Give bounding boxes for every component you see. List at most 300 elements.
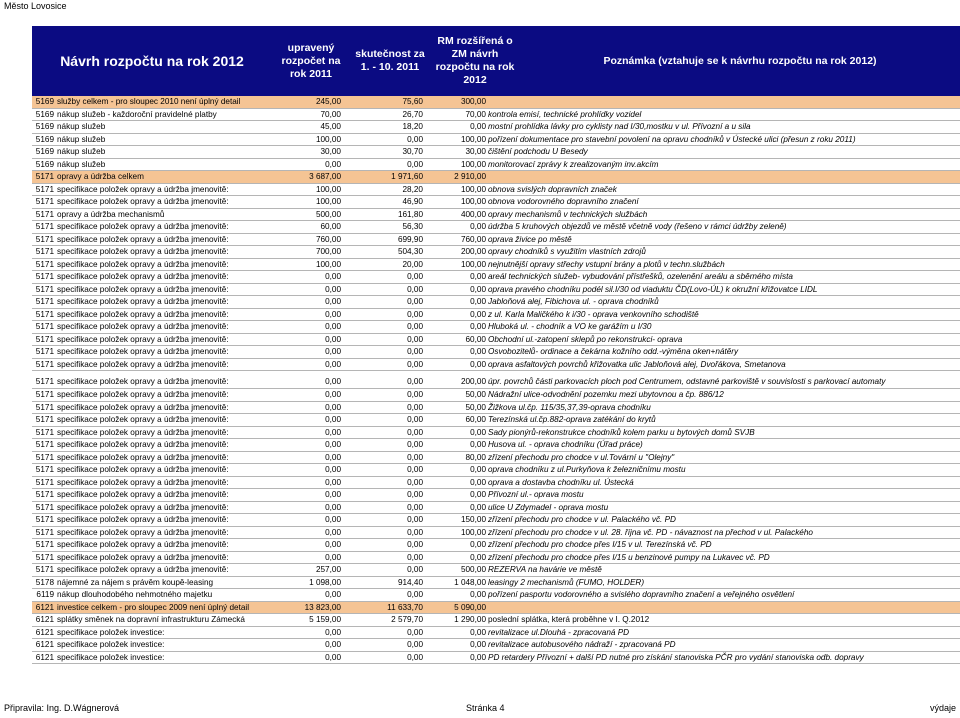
row-proposal-2012: 70,00: [465, 109, 486, 119]
row-actual-2011: 0,00: [407, 652, 423, 662]
table-row: [32, 184, 960, 197]
row-actual-2011: 0,00: [407, 309, 423, 319]
table-row: [32, 196, 960, 209]
row-actual-2011: 504,30: [397, 247, 423, 256]
row-description: specifikace položek opravy a údržba jmenovitě:: [57, 402, 229, 412]
row-code: 5171: [35, 440, 54, 449]
row-proposal-2012: 50,00: [465, 390, 486, 399]
row-proposal-2012: 0,00: [470, 490, 486, 499]
row-proposal-2012: 760,00: [460, 234, 486, 244]
row-budget-2011: 0,00: [325, 415, 341, 424]
row-proposal-2012: 150,00: [460, 515, 486, 524]
row-note: nejnutnější opravy střechy vstupní brány a plotů v techn.službách: [488, 259, 725, 269]
row-note: oprava asfaltových povrchů křižovatka ulic Jabloňová alej, Dvořákova, Smetanova: [488, 359, 786, 369]
row-budget-2011: 0,00: [325, 590, 341, 599]
row-code: 5171: [35, 347, 54, 356]
table-row: [32, 284, 960, 297]
organization-name: Město Lovosice: [4, 1, 67, 11]
row-proposal-2012: 1 290,00: [454, 615, 486, 624]
row-proposal-2012: 100,00: [460, 159, 486, 169]
table-row: [32, 589, 960, 602]
row-actual-2011: 28,20: [402, 184, 423, 194]
row-note: Nádražní ulice-odvodnění pozemku mezi ubytovnou a čp. 886/12: [488, 390, 724, 399]
row-note: mostní prohlídka lávky pro cyklisty nad I/30,mostku v ul. Přívozní a u sila: [488, 122, 751, 131]
row-description: služby celkem - pro sloupec 2010 není úplný detail: [57, 97, 241, 106]
row-code: 5171: [35, 259, 54, 269]
row-budget-2011: 0,00: [325, 640, 341, 649]
row-actual-2011: 0,00: [407, 540, 423, 549]
row-actual-2011: 0,00: [407, 465, 423, 474]
row-budget-2011: 0,00: [325, 515, 341, 524]
row-budget-2011: 13 823,00: [304, 602, 341, 612]
row-proposal-2012: 60,00: [465, 415, 486, 424]
row-actual-2011: 56,30: [402, 222, 423, 231]
row-proposal-2012: 200,00: [460, 247, 486, 256]
table-row: [32, 602, 960, 615]
row-code: 5171: [35, 334, 54, 344]
row-description: specifikace položek investice:: [57, 640, 165, 649]
table-header: [32, 26, 960, 96]
row-proposal-2012: 0,00: [470, 347, 486, 356]
table-row: [32, 652, 960, 665]
row-code: 5169: [35, 109, 54, 119]
row-code: 5171: [35, 515, 54, 524]
row-code: 5171: [35, 272, 54, 281]
row-proposal-2012: 0,00: [470, 297, 486, 306]
row-code: 5171: [35, 377, 54, 386]
row-budget-2011: 60,00: [320, 222, 341, 231]
row-note: revitalizace ul.Dlouhá - zpracovaná PD: [488, 627, 630, 637]
table-row: [32, 502, 960, 515]
row-proposal-2012: 0,00: [470, 540, 486, 549]
row-actual-2011: 0,00: [407, 322, 423, 331]
row-code: 5171: [35, 359, 54, 369]
row-description: nájemné za nájem s právěm koupě-leasing: [57, 577, 214, 587]
row-proposal-2012: 1 048,00: [454, 577, 486, 587]
row-code: 6121: [35, 615, 54, 624]
row-description: specifikace položek opravy a údržba jmenovitě:: [57, 334, 229, 344]
row-actual-2011: 0,00: [407, 627, 423, 637]
row-budget-2011: 0,00: [325, 334, 341, 344]
row-proposal-2012: 0,00: [470, 552, 486, 562]
row-budget-2011: 0,00: [325, 540, 341, 549]
row-budget-2011: 0,00: [325, 377, 341, 386]
row-code: 5171: [35, 540, 54, 549]
row-note: obnova svislých dopravních značek: [488, 184, 617, 194]
row-code: 5171: [35, 527, 54, 537]
row-description: specifikace položek opravy a údržba jmenovitě:: [57, 490, 229, 499]
row-budget-2011: 100,00: [315, 197, 341, 206]
table-row: [32, 221, 960, 234]
row-code: 5171: [35, 209, 54, 219]
row-actual-2011: 0,00: [407, 134, 423, 144]
page-title: Návrh rozpočtu na rok 2012: [60, 53, 244, 69]
row-description: nákup služeb: [57, 122, 106, 131]
row-description: nákup dlouhodobého nehmotného majetku: [57, 590, 213, 599]
table-row: [32, 414, 960, 427]
row-note: Obchodní ul.-zatopení sklepů po rekonstrukci- oprava: [488, 334, 683, 344]
row-code: 5171: [35, 297, 54, 306]
row-code: 5171: [35, 552, 54, 562]
footer-page-number: Stránka 4: [466, 703, 505, 713]
row-budget-2011: 0,00: [325, 527, 341, 537]
row-note: opravy chodníků s využitím vlastních zdrojů: [488, 247, 646, 256]
row-budget-2011: 0,00: [325, 427, 341, 437]
row-budget-2011: 0,00: [325, 502, 341, 512]
row-actual-2011: 0,00: [407, 347, 423, 356]
table-row: [32, 171, 960, 184]
row-budget-2011: 100,00: [315, 184, 341, 194]
row-description: specifikace položek opravy a údržba jmenovitě:: [57, 197, 229, 206]
table-row: [32, 259, 960, 272]
row-description: specifikace položek opravy a údržba jmenovitě:: [57, 427, 229, 437]
row-budget-2011: 0,00: [325, 390, 341, 399]
col-header-proposal-2012: RM rozšířená o ZM návrh rozpočtu na rok 2012: [435, 35, 515, 86]
row-code: 5171: [35, 502, 54, 512]
row-code: 5169: [35, 122, 54, 131]
row-actual-2011: 0,00: [407, 565, 423, 574]
row-code: 5171: [35, 390, 54, 399]
row-budget-2011: 760,00: [315, 234, 341, 244]
row-actual-2011: 30,70: [402, 147, 423, 156]
row-actual-2011: 914,40: [397, 577, 423, 587]
row-code: 5171: [35, 247, 54, 256]
row-code: 5171: [35, 415, 54, 424]
row-code: 5169: [35, 159, 54, 169]
row-code: 6121: [35, 627, 54, 637]
row-note: Jabloňová alej, Fibichova ul. - oprava chodníků: [488, 297, 659, 306]
row-code: 5171: [35, 184, 54, 194]
row-budget-2011: 0,00: [325, 359, 341, 369]
row-code: 5169: [35, 147, 54, 156]
footer-author: Připravila: Ing. D.Wágnerová: [4, 703, 120, 713]
row-note: čištění podchodu U Besedy: [488, 147, 588, 156]
row-budget-2011: 0,00: [325, 440, 341, 449]
row-code: 5171: [35, 490, 54, 499]
row-code: 5171: [35, 465, 54, 474]
row-code: 5171: [35, 172, 54, 181]
row-description: nákup služeb: [57, 134, 106, 144]
row-budget-2011: 500,00: [315, 209, 341, 219]
row-budget-2011: 0,00: [325, 465, 341, 474]
row-note: zřízení přechodu pro chodce v ul. Palackého vč. PD: [488, 515, 676, 524]
row-actual-2011: 0,00: [407, 284, 423, 294]
row-code: 5171: [35, 427, 54, 437]
table-row: [32, 121, 960, 134]
row-note: zřízení přechodu pro chodce v ul. 28. října vč. PD - návaznost na přechod v ul. Palackého: [488, 527, 813, 537]
table-row: [32, 539, 960, 552]
table-row: [32, 464, 960, 477]
table-row: [32, 452, 960, 465]
table-row: [32, 564, 960, 577]
row-note: z ul. Karla Maličkého k i/30 - oprava venkovního schodiště: [488, 309, 699, 319]
row-budget-2011: 0,00: [325, 490, 341, 499]
row-proposal-2012: 500,00: [460, 565, 486, 574]
row-budget-2011: 0,00: [325, 452, 341, 462]
row-actual-2011: 0,00: [407, 427, 423, 437]
row-note: Hluboká ul. - chodník a VO ke garážím u I/30: [488, 322, 652, 331]
row-description: specifikace položek opravy a údržba jmenovitě:: [57, 565, 229, 574]
row-proposal-2012: 0,00: [470, 122, 486, 131]
row-actual-2011: 26,70: [402, 109, 423, 119]
row-description: specifikace položek opravy a údržba jmenovitě:: [57, 377, 229, 386]
row-description: nákup služeb: [57, 147, 106, 156]
row-description: specifikace položek opravy a údržba jmenovitě:: [57, 309, 229, 319]
row-budget-2011: 0,00: [325, 347, 341, 356]
row-code: 5171: [35, 234, 54, 244]
row-actual-2011: 699,90: [397, 234, 423, 244]
row-note: pořízení pasportu vodorovného a svislého dopravního značení a veřejného osvětlení: [488, 590, 795, 599]
row-actual-2011: 0,00: [407, 452, 423, 462]
row-note: revitalizace autobusového nádraží - zpracovaná PD: [488, 640, 676, 649]
row-code: 5171: [35, 222, 54, 231]
row-proposal-2012: 400,00: [460, 209, 486, 219]
table-row: [32, 346, 960, 359]
row-actual-2011: 20,00: [402, 259, 423, 269]
table-row: [32, 321, 960, 334]
row-proposal-2012: 80,00: [465, 452, 486, 462]
row-description: specifikace položek opravy a údržba jmenovitě:: [57, 272, 229, 281]
row-budget-2011: 0,00: [325, 627, 341, 637]
row-proposal-2012: 30,00: [465, 147, 486, 156]
row-budget-2011: 0,00: [325, 159, 341, 169]
row-budget-2011: 257,00: [315, 565, 341, 574]
row-actual-2011: 0,00: [407, 415, 423, 424]
row-note: oprava a dostavba chodníku ul. Ústecká: [488, 477, 634, 487]
row-note: úpr. povrchů části parkovacích ploch pod Centrumem, odstavné parkoviště v souvislosti s parkovací automaty: [488, 377, 886, 386]
row-code: 5171: [35, 402, 54, 412]
row-description: specifikace položek opravy a údržba jmenovitě:: [57, 247, 229, 256]
row-note: monitorovací zprávy k zrealizovaným inv.akcím: [488, 159, 659, 169]
row-description: specifikace položek opravy a údržba jmenovitě:: [57, 284, 229, 294]
col-header-actual-2011: skutečnost za 1. - 10. 2011: [355, 48, 425, 73]
row-actual-2011: 0,00: [407, 527, 423, 537]
row-budget-2011: 0,00: [325, 272, 341, 281]
row-description: specifikace položek opravy a údržba jmenovitě:: [57, 515, 229, 524]
row-actual-2011: 0,00: [407, 552, 423, 562]
row-description: specifikace položek investice:: [57, 652, 165, 662]
row-note: Žižkova ul.čp. 115/35,37,39-oprava chodníku: [488, 402, 651, 412]
row-proposal-2012: 0,00: [470, 284, 486, 294]
row-budget-2011: 45,00: [320, 122, 341, 131]
table-row: [32, 514, 960, 527]
row-description: specifikace položek opravy a údržba jmenovitě:: [57, 540, 229, 549]
row-description: specifikace položek opravy a údržba jmenovitě:: [57, 502, 229, 512]
row-note: zřízení přechodu pro chodce v ul.Tovární u "Olejny": [488, 452, 675, 462]
budget-table-body: [32, 96, 960, 664]
row-budget-2011: 5 159,00: [309, 615, 341, 624]
row-description: opravy a údržba celkem: [57, 172, 144, 181]
row-actual-2011: 2 579,70: [391, 615, 423, 624]
row-description: specifikace položek opravy a údržba jmenovitě:: [57, 297, 229, 306]
row-budget-2011: 100,00: [315, 134, 341, 144]
row-proposal-2012: 60,00: [465, 334, 486, 344]
row-proposal-2012: 0,00: [470, 627, 486, 637]
row-actual-2011: 0,00: [407, 390, 423, 399]
row-code: 6121: [35, 602, 54, 612]
row-note: zřízení přechodu pro chodce přes I/15 v ul. Terezínská vč. PD: [488, 540, 712, 549]
row-proposal-2012: 100,00: [460, 184, 486, 194]
table-row: [32, 577, 960, 590]
row-actual-2011: 1 971,60: [391, 172, 423, 181]
row-description: specifikace položek opravy a údržba jmenovitě:: [57, 322, 229, 331]
row-budget-2011: 3 687,00: [309, 172, 341, 181]
row-description: specifikace položek opravy a údržba jmenovitě:: [57, 527, 229, 537]
row-description: nákup služeb - každoroční pravidelné platby: [57, 109, 217, 119]
row-proposal-2012: 100,00: [460, 527, 486, 537]
row-description: specifikace položek opravy a údržba jmenovitě:: [57, 347, 229, 356]
row-proposal-2012: 200,00: [460, 377, 486, 386]
row-description: specifikace položek opravy a údržba jmenovitě:: [57, 477, 229, 487]
table-row: [32, 334, 960, 347]
row-note: údržba 5 kruhových objezdů ve městě včetně vody (řešeno v rámci údržby zeleně): [488, 222, 787, 231]
row-budget-2011: 700,00: [315, 247, 341, 256]
row-budget-2011: 0,00: [325, 322, 341, 331]
row-proposal-2012: 50,00: [465, 402, 486, 412]
row-actual-2011: 0,00: [407, 502, 423, 512]
row-budget-2011: 70,00: [320, 109, 341, 119]
row-budget-2011: 0,00: [325, 477, 341, 487]
row-description: nákup služeb: [57, 159, 106, 169]
row-note: Sady pionýrů-rekonstrukce chodníků kolem parku u bytových domů SVJB: [488, 427, 755, 437]
row-budget-2011: 0,00: [325, 284, 341, 294]
row-actual-2011: 0,00: [407, 359, 423, 369]
table-row: [32, 96, 960, 109]
row-proposal-2012: 2 910,00: [454, 172, 486, 181]
table-row: [32, 296, 960, 309]
row-code: 5171: [35, 284, 54, 294]
row-description: specifikace položek investice:: [57, 627, 165, 637]
table-row: [32, 489, 960, 502]
row-budget-2011: 100,00: [315, 259, 341, 269]
row-budget-2011: 30,00: [320, 147, 341, 156]
row-actual-2011: 0,00: [407, 297, 423, 306]
row-note: oprava chodníku z ul.Purkyňova k železničnímu mostu: [488, 465, 686, 474]
row-actual-2011: 0,00: [407, 477, 423, 487]
row-description: investice celkem - pro sloupec 2009 není úplný detail: [57, 602, 250, 612]
row-proposal-2012: 0,00: [470, 590, 486, 599]
row-description: specifikace položek opravy a údržba jmenovitě:: [57, 222, 229, 231]
table-row: [32, 402, 960, 415]
row-actual-2011: 0,00: [407, 590, 423, 599]
row-proposal-2012: 0,00: [470, 359, 486, 369]
row-actual-2011: 75,60: [402, 97, 423, 106]
row-budget-2011: 0,00: [325, 309, 341, 319]
table-row: [32, 159, 960, 172]
row-code: 5171: [35, 477, 54, 487]
row-description: specifikace položek opravy a údržba jmenovitě:: [57, 359, 229, 369]
row-note: oprava živice po městě: [488, 234, 572, 244]
row-note: PD retardery Přívozní + další PD nutné pro získání stanoviska PČR pro vydání stanoviska odb. dopravy: [488, 652, 864, 662]
row-proposal-2012: 5 090,00: [454, 602, 486, 612]
row-description: specifikace položek opravy a údržba jmenovitě:: [57, 415, 229, 424]
table-row: [32, 359, 960, 372]
row-budget-2011: 0,00: [325, 402, 341, 412]
row-description: specifikace položek opravy a údržba jmenovitě:: [57, 440, 229, 449]
row-note: opravy mechanismů v technických službách: [488, 209, 648, 219]
row-actual-2011: 0,00: [407, 490, 423, 499]
row-code: 6121: [35, 652, 54, 662]
row-code: 5178: [35, 577, 54, 587]
row-code: 5171: [35, 452, 54, 462]
row-actual-2011: 161,80: [397, 209, 423, 219]
row-note: Přívozní ul.- oprava mostu: [488, 490, 584, 499]
row-actual-2011: 18,20: [402, 122, 423, 131]
row-proposal-2012: 100,00: [460, 259, 486, 269]
row-code: 5171: [35, 197, 54, 206]
row-note: leasingy 2 mechanismů (FUMO, HOLDER): [488, 577, 645, 587]
row-note: REZERVA na havárie ve městě: [488, 565, 602, 574]
row-actual-2011: 0,00: [407, 334, 423, 344]
table-row: [32, 109, 960, 122]
row-proposal-2012: 0,00: [470, 465, 486, 474]
row-actual-2011: 0,00: [407, 377, 423, 386]
row-actual-2011: 0,00: [407, 515, 423, 524]
row-code: 5171: [35, 309, 54, 319]
row-budget-2011: 1 098,00: [309, 577, 341, 587]
row-code: 6121: [35, 640, 54, 649]
row-budget-2011: 245,00: [315, 97, 341, 106]
row-description: specifikace položek opravy a údržba jmenovitě:: [57, 234, 229, 244]
row-proposal-2012: 0,00: [470, 502, 486, 512]
row-budget-2011: 0,00: [325, 652, 341, 662]
col-header-budget-2011: upravený rozpočet na rok 2011: [281, 41, 341, 80]
row-actual-2011: 0,00: [407, 640, 423, 649]
row-note: obnova vodorovného dopravního značení: [488, 197, 639, 206]
row-proposal-2012: 0,00: [470, 427, 486, 437]
row-proposal-2012: 0,00: [470, 652, 486, 662]
table-row: [32, 134, 960, 147]
row-actual-2011: 11 633,70: [387, 602, 423, 612]
row-description: specifikace položek opravy a údržba jmenovitě:: [57, 259, 229, 269]
row-note: oprava pravého chodníku podél sil.I/30 od viaduktu ČD(Lovo-ÚL) k okružní křižovatce LIDL: [488, 284, 818, 294]
row-proposal-2012: 0,00: [470, 222, 486, 231]
row-note: Husova ul. - oprava chodníku (Úřad práce): [488, 440, 643, 449]
row-proposal-2012: 0,00: [470, 640, 486, 649]
row-description: specifikace položek opravy a údržba jmenovitě:: [57, 465, 229, 474]
row-note: poslední splátka, která proběhne v I. Q.2012: [488, 615, 650, 624]
table-row: [32, 627, 960, 640]
row-proposal-2012: 0,00: [470, 440, 486, 449]
row-proposal-2012: 100,00: [460, 134, 486, 144]
col-header-note: Poznámka (vztahuje se k návrhu rozpočtu na rok 2012): [603, 55, 877, 67]
table-row: [32, 427, 960, 440]
table-row: [32, 527, 960, 540]
row-code: 5169: [35, 134, 54, 144]
row-description: specifikace položek opravy a údržba jmenovitě:: [57, 552, 229, 562]
row-note: zřízení přechodu pro chodce přes I/15 u benzinové pumpy na Lukavec vč. PD: [488, 552, 770, 562]
row-proposal-2012: 0,00: [470, 322, 486, 331]
row-description: specifikace položek opravy a údržba jmenovitě:: [57, 390, 229, 399]
row-code: 6119: [36, 590, 54, 599]
row-proposal-2012: 0,00: [470, 272, 486, 281]
row-description: opravy a údržba mechanismů: [57, 209, 165, 219]
row-actual-2011: 0,00: [407, 272, 423, 281]
row-proposal-2012: 0,00: [470, 477, 486, 487]
table-row: [32, 271, 960, 284]
row-budget-2011: 0,00: [325, 552, 341, 562]
row-note: pořízení dokumentace pro stavební povolení na opravu chodníků v Ústecké ulici (přesun z roku 2011): [488, 134, 856, 144]
table-row: [32, 309, 960, 322]
row-note: kontrola emisí, technické prohlídky vozidel: [488, 109, 642, 119]
table-row: [32, 371, 960, 389]
row-note: Terezínská ul.čp.882-oprava zatékání do krytů: [488, 415, 656, 424]
row-note: Osvobozitelů- ordinace a čekárna kožního odd.-výměna oken+nátěry: [488, 347, 739, 356]
row-description: specifikace položek opravy a údržba jmenovitě:: [57, 184, 229, 194]
table-row: [32, 552, 960, 565]
table-row: [32, 614, 960, 627]
row-actual-2011: 46,90: [402, 197, 423, 206]
